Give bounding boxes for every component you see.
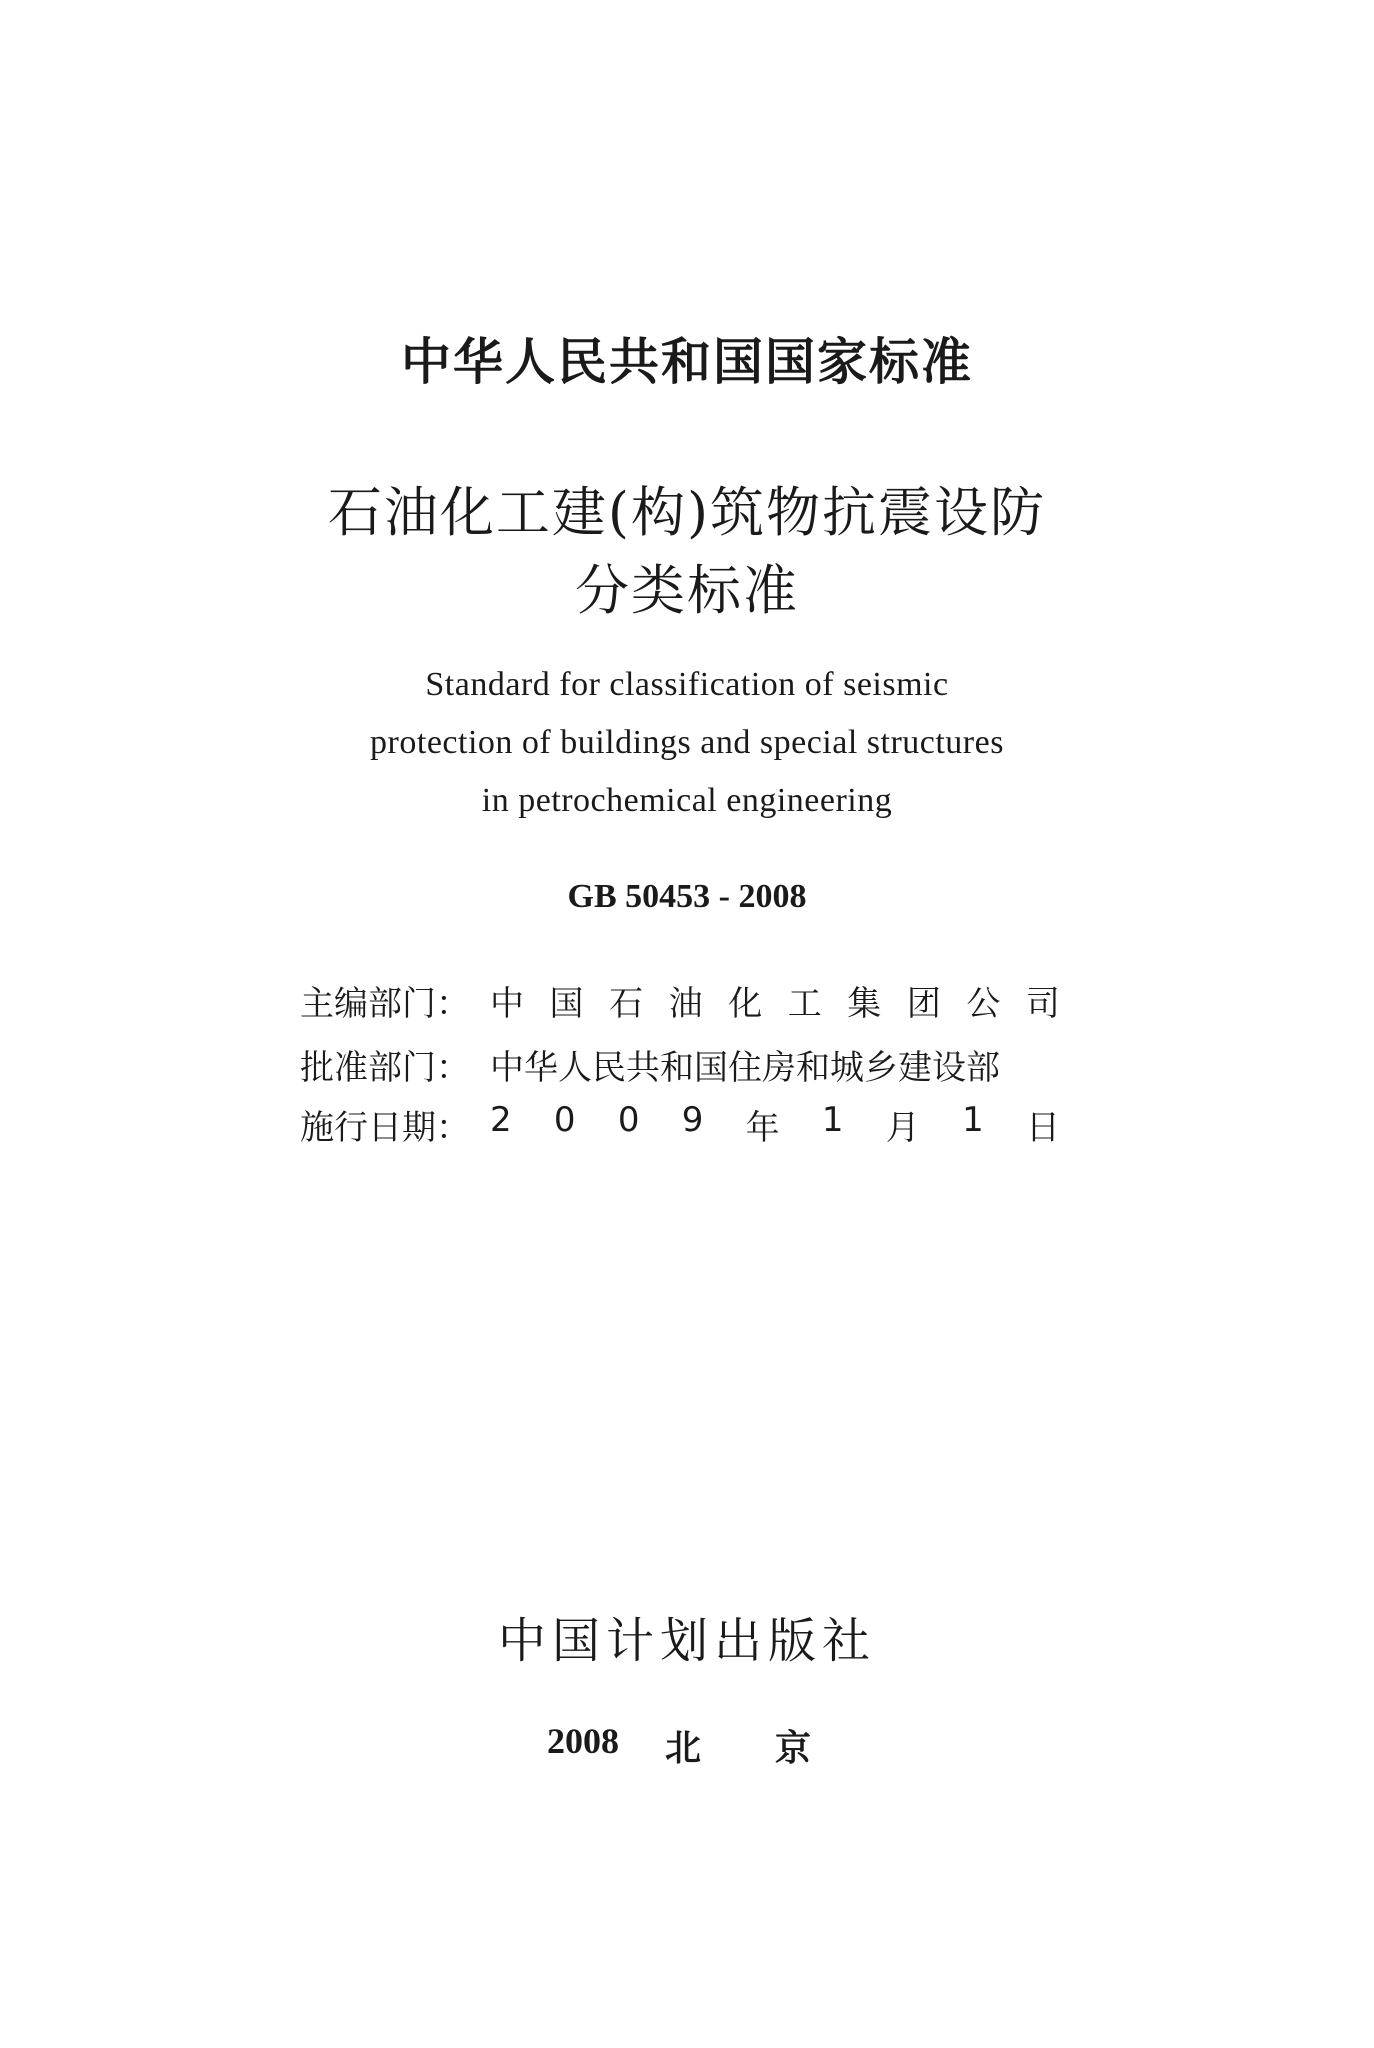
editor-char: 中 <box>490 984 524 1024</box>
editor-char: 工 <box>787 984 822 1024</box>
publication-year: 2008 <box>547 1721 619 1761</box>
date-char: 年 <box>745 1108 780 1148</box>
publication-city-char-1: 北 <box>665 1728 702 1769</box>
approver-value: 中华人民共和国住房和城乡建设部 <box>490 1048 1000 1088</box>
english-title-line-1: Standard for classification of seismic <box>425 666 949 703</box>
date-char: 9 <box>681 1100 704 1140</box>
date-char: 0 <box>617 1100 640 1140</box>
editor-char: 化 <box>728 984 763 1024</box>
publication-line <box>0 1720 1374 1768</box>
editor-label: 主编部门： <box>300 984 470 1024</box>
date-char: 0 <box>553 1100 576 1140</box>
publisher-name: 中国计划出版社 <box>497 1613 876 1669</box>
editor-char: 司 <box>1025 984 1060 1024</box>
editor-value <box>490 976 1060 1025</box>
standard-code: GB 50453 - 2008 <box>567 878 807 915</box>
date-char: 1 <box>962 1100 984 1140</box>
chinese-title-line-2: 分类标准 <box>575 559 799 622</box>
editor-char: 石 <box>609 984 644 1024</box>
date-char: 月 <box>885 1108 920 1148</box>
effective-date-row <box>300 1100 1060 1148</box>
effective-date-label: 施行日期： <box>300 1108 470 1148</box>
date-char: 日 <box>1025 1108 1060 1148</box>
editor-char: 集 <box>847 984 882 1024</box>
editor-char: 油 <box>668 984 703 1024</box>
approver-row <box>300 1040 1060 1088</box>
publication-city-char-2: 京 <box>775 1728 812 1769</box>
date-char: 1 <box>821 1100 844 1140</box>
chinese-title-line-1: 石油化工建(构)筑物抗震设防 <box>327 481 1047 544</box>
editor-char: 团 <box>906 984 941 1024</box>
editor-char: 国 <box>549 984 584 1024</box>
approver-label: 批准部门： <box>300 1048 470 1088</box>
effective-date-value <box>490 1100 1060 1149</box>
editor-row <box>300 976 1060 1024</box>
date-char: 2 <box>490 1100 512 1140</box>
editor-char: 公 <box>966 984 1001 1024</box>
series-title: 中华人民共和国国家标准 <box>401 333 973 391</box>
english-title-line-3: in petrochemical engineering <box>481 782 893 819</box>
english-title-line-2: protection of buildings and special structures <box>370 724 1004 761</box>
